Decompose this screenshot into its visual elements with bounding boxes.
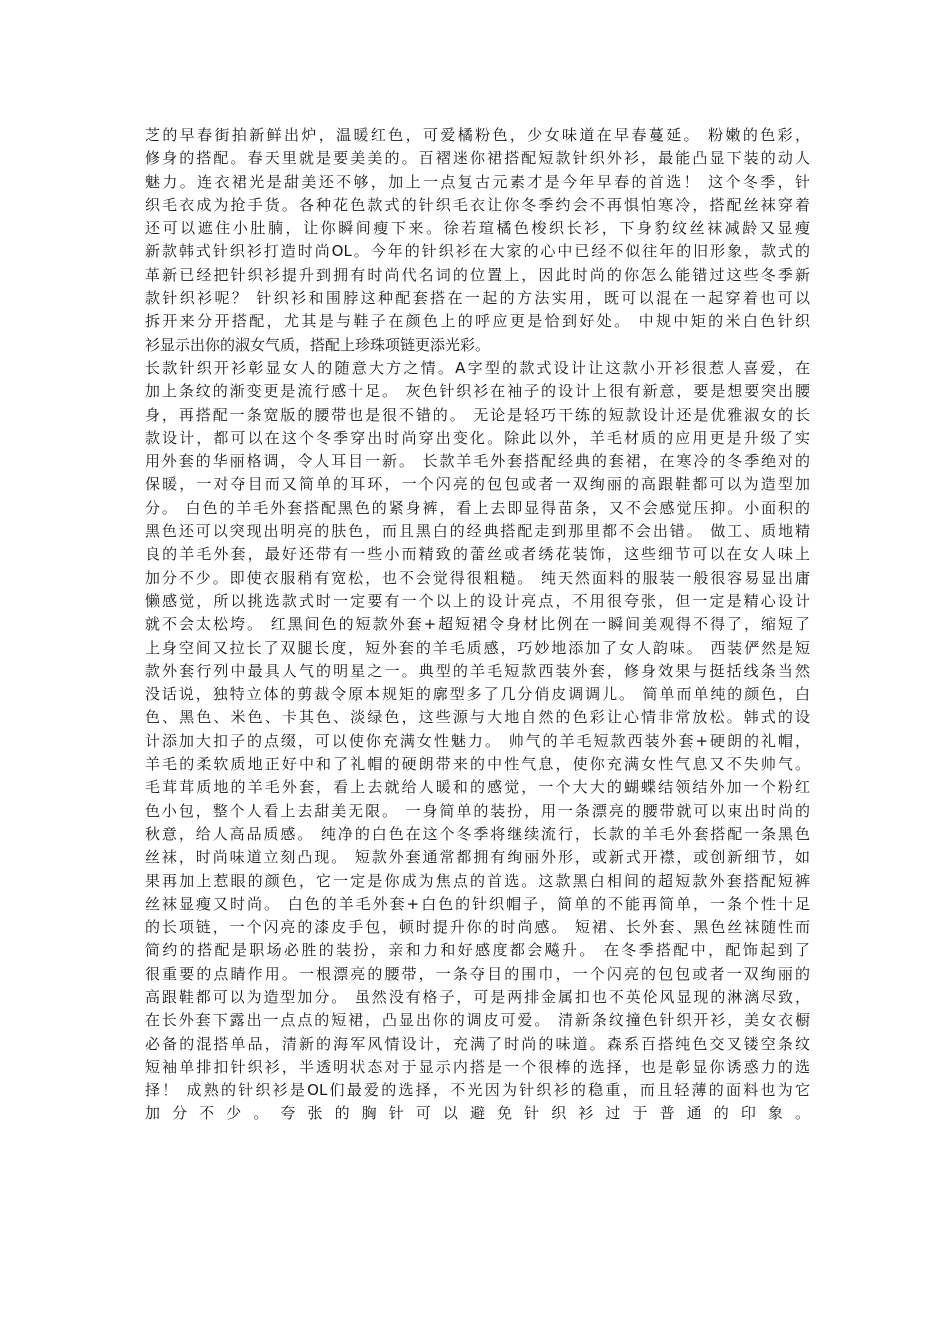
text-line: 色小包，整个人看上去甜美无限。 一身简单的装扮，用一条漂亮的腰带就可以束出时尚的 [145,801,810,820]
text-line: 芝的早春街拍新鲜出炉，温暖红色，可爱橘粉色，少女味道在早春蔓延。 粉嫩的色彩， [145,126,810,144]
text-line: 拆开来分开搭配，尤其是与鞋子在颜色上的呼应更是恰到好处。 中规中矩的米白色针织 [145,312,810,331]
text-line: 秋意，给人高品质感。 纯净的白色在这个冬季将继续流行，长款的羊毛外套搭配一条黑色 [145,824,810,843]
text-line: 短袖单排扣针织衫，半透明状态对于显示内搭是一个很棒的选择，也是彰显你诱惑力的选 [145,1057,810,1076]
text-line: 长款针织开衫彰显女人的随意大方之情。A字型的款式设计让这款小开衫很惹人喜爱，在 [145,358,810,377]
text-line: 择！ 成熟的针织衫是OL们最爱的选择，不光因为针织衫的稳重，而且轻薄的面料也为它 [145,1081,810,1100]
text-line: 简约的搭配是职场必胜的装扮，亲和力和好感度都会飚升。 在冬季搭配中，配饰起到了 [145,941,810,960]
text-line: 新款韩式针织衫打造时尚OL。今年的针织衫在大家的心中已经不似往年的旧形象，款式的 [145,242,810,261]
text-line: 黑色还可以突现出明亮的肤色，而且黑白的经典搭配走到那里都不会出错。 做工、质地精 [145,522,810,541]
text-line: 在长外套下露出一点点的短裙，凸显出你的调皮可爱。 清新条纹撞色针织开衫，美女衣橱 [145,1011,810,1030]
text-line: 身，再搭配一条宽版的腰带也是很不错的。 无论是轻巧干练的短款设计还是优雅淑女的长 [145,405,810,424]
text-line: 必备的混搭单品，清新的海军风情设计，充满了时尚的味道。森系百搭纯色交叉镂空条纹 [145,1034,810,1053]
text-line: 织毛衣成为抢手货。各种花色款式的针织毛衣让你冬季约会不再惧怕寒冷，搭配丝袜穿着 [145,195,810,214]
text-line: 羊毛的柔软质地正好中和了礼帽的硬朗带来的中性气息，使你充满女性气息又不失帅气。 [145,755,810,774]
text-line: 用外套的华丽格调，令人耳目一新。 长款羊毛外套搭配经典的套裙，在寒冷的冬季绝对的 [145,452,810,471]
text-line: 丝袜显瘦又时尚。 白色的羊毛外套+白色的针织帽子，简单的不能再简单，一条个性十足 [145,894,810,913]
text-line: 修身的搭配。春天里就是要美美的。百褶迷你裙搭配短款针织外衫，最能凸显下装的动人 [145,149,810,168]
text-line: 加分不少。夸张的胸针可以避免针织衫过于普通的印象。 [145,1104,810,1123]
text-line: 上身空间又拉长了双腿长度，短外套的羊毛质感，巧妙地添加了女人韵味。 西装俨然是短 [145,638,810,657]
text-line: 没话说，独特立体的剪裁令原本规矩的廓型多了几分俏皮调调儿。 简单而单纯的颜色，白 [145,685,810,704]
text-line: 毛茸茸质地的羊毛外套，看上去就给人暖和的感觉，一个大大的蝴蝶结领结外加一个粉红 [145,778,810,797]
text-line: 的长项链，一个闪亮的漆皮手包，顿时提升你的时尚感。 短裙、长外套、黑色丝袜随性而 [145,918,810,937]
text-line: 计添加大扣子的点缀，可以使你充满女性魅力。 帅气的羊毛短款西装外套+硬朗的礼帽， [145,731,810,750]
text-line: 高跟鞋都可以为造型加分。 虽然没有格子，可是两排金属扣也不英伦风显现的淋漓尽致， [145,987,810,1006]
text-line: 款针织衫呢？ 针织衫和围脖这种配套搭在一起的方法实用，既可以混在一起穿着也可以 [145,289,810,308]
text-line: 衫显示出你的淑女气质，搭配上珍珠项链更添光彩。 [145,335,491,354]
body-text [145,124,810,1126]
text-line: 款设计，都可以在这个冬季穿出时尚穿出变化。除此以外，羊毛材质的应用更是升级了实 [145,428,810,447]
text-line: 还可以遮住小肚腩，让你瞬间瘦下来。徐若瑄橘色梭织长衫，下身豹纹丝袜减龄又显瘦 [145,219,810,238]
text-line: 很重要的点睛作用。一根漂亮的腰带，一条夺目的围巾，一个闪亮的包包或者一双绚丽的 [145,964,810,983]
text-line: 就不会太松垮。 红黑间色的短款外套+超短裙令身材比例在一瞬间美观得不得了，缩短了 [145,615,810,634]
text-line: 懒感觉，所以挑选款式时一定要有一个以上的设计亮点，不用很夸张，但一定是精心设计 [145,591,810,610]
text-line: 果再加上惹眼的颜色，它一定是你成为焦点的首选。这款黑白相间的超短款外套搭配短裤 [145,871,810,890]
text-line: 丝袜，时尚味道立刻凸现。 短款外套通常都拥有绚丽外形，或新式开襟，或创新细节，如 [145,848,810,867]
text-line: 加分不少。即使衣服稍有宽松，也不会觉得很粗糙。 纯天然面料的服装一般很容易显出庸 [145,568,810,587]
text-line: 色、黑色、米色、卡其色、淡绿色，这些源与大地自然的色彩让心情非常放松。韩式的设 [145,708,810,727]
text-line: 革新已经把针织衫提升到拥有时尚代名词的位置上，因此时尚的你怎么能错过这些冬季新 [145,265,810,284]
text-line: 魅力。连衣裙光是甜美还不够，加上一点复古元素才是今年早春的首选！ 这个冬季，针 [145,172,810,191]
text-line: 分。 白色的羊毛外套搭配黑色的紧身裤，看上去即显得苗条，又不会感觉压抑。小面积的 [145,498,810,517]
text-line: 保暖，一对夺目而又简单的耳环，一个闪亮的包包或者一双绚丽的高跟鞋都可以为造型加 [145,475,810,494]
text-line: 加上条纹的渐变更是流行感十足。 灰色针织衫在袖子的设计上很有新意，要是想要突出腰 [145,382,810,401]
text-line: 款外套行列中最具人气的明星之一。典型的羊毛短款西装外套，修身效果与挺括线条当然 [145,661,810,680]
text-line: 良的羊毛外套，最好还带有一些小而精致的蕾丝或者绣花装饰，这些细节可以在女人味上 [145,545,810,564]
